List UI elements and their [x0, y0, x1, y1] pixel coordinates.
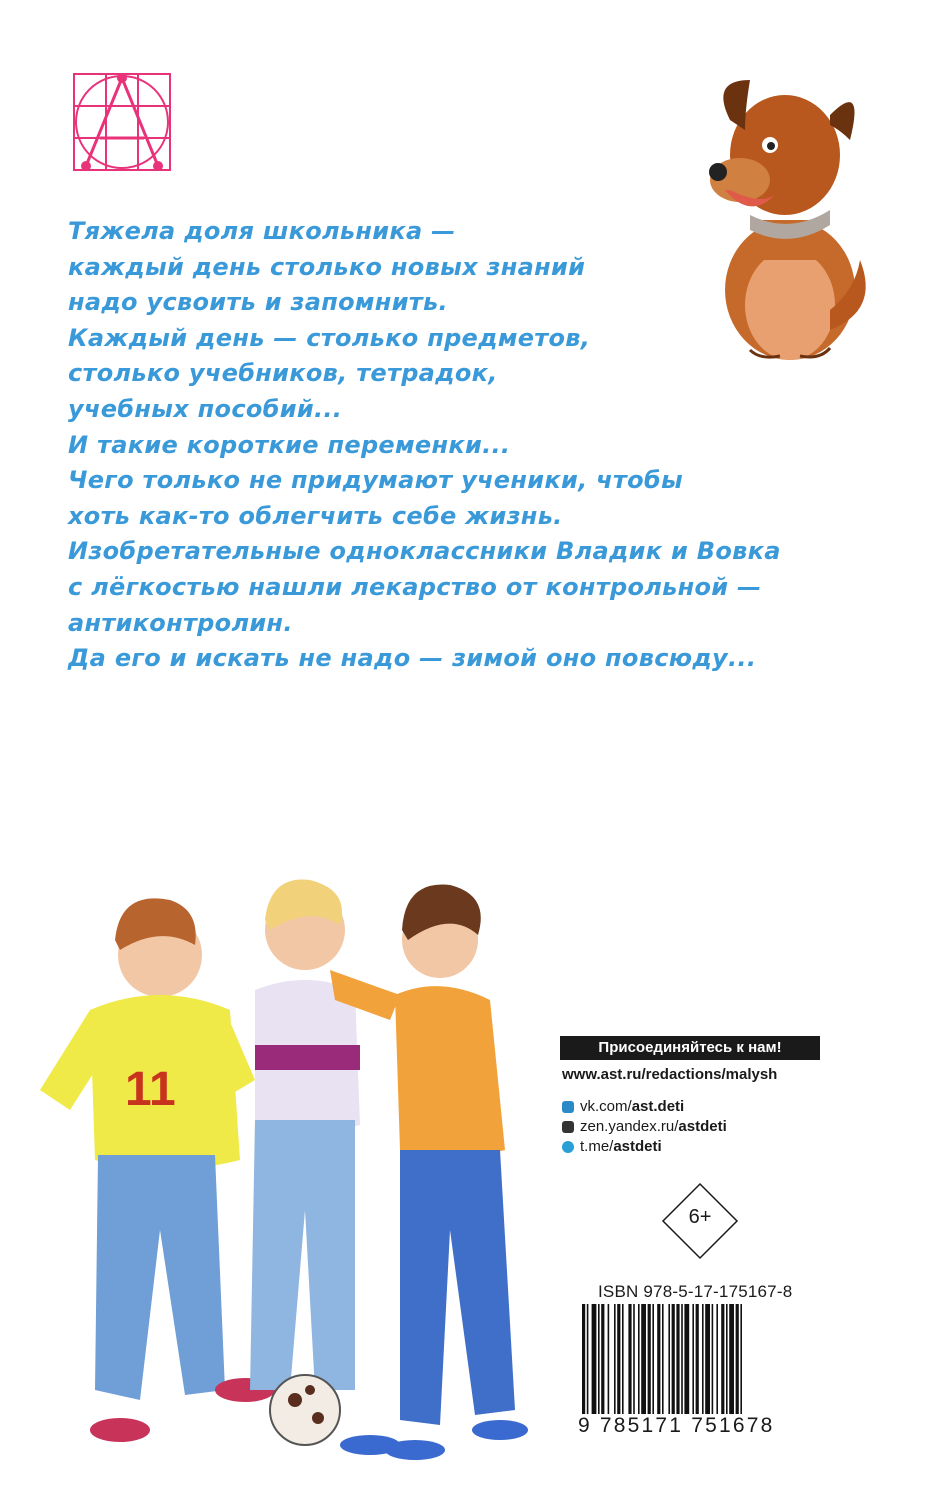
social-link-prefix: t.me/ — [580, 1138, 614, 1155]
social-link-handle: astdeti — [678, 1118, 727, 1135]
barcode-bar — [668, 1304, 670, 1428]
barcode-bar — [641, 1304, 646, 1428]
blurb-line: хоть как-то облегчить себе жизнь. — [68, 501, 563, 530]
boy-middle — [250, 880, 400, 1456]
blurb-line: надо усвоить и запомнить. — [68, 288, 448, 317]
barcode-bar — [740, 1304, 742, 1428]
social-link-prefix: zen.yandex.ru/ — [580, 1118, 679, 1135]
join-us-banner: Присоединяйтесь к нам! — [560, 1036, 820, 1060]
blurb-line: Изобретательные одноклассники Владик и Вовка — [68, 537, 781, 566]
age-rating-label: 6+ — [688, 1206, 712, 1228]
barcode — [580, 1304, 804, 1428]
blurb-line: Каждый день — столько предметов, — [68, 323, 591, 352]
barcode-bar — [681, 1304, 683, 1428]
barcode-bar — [617, 1304, 620, 1428]
social-link-handle: astdeti — [613, 1138, 662, 1155]
blurb-line: учебных пособий... — [68, 394, 343, 423]
barcode-bar — [587, 1304, 589, 1428]
barcode-bar — [608, 1304, 610, 1428]
barcode-bar — [672, 1304, 675, 1428]
social-link-vk[interactable] — [562, 1097, 727, 1117]
publisher-logo — [72, 72, 172, 172]
barcode-bar — [652, 1304, 654, 1428]
social-links — [562, 1097, 727, 1157]
barcode-bar — [696, 1304, 699, 1428]
zen-icon — [562, 1121, 574, 1133]
barcode-bar — [592, 1304, 597, 1428]
social-link-handle: ast.deti — [631, 1098, 685, 1115]
blurb-line: антиконтролин. — [68, 608, 293, 637]
barcode-bar — [736, 1304, 739, 1428]
blurb-line: Да его и искать не надо — зимой оно повсюду... — [68, 644, 757, 673]
barcode-bar — [702, 1304, 704, 1428]
barcode-bar — [705, 1304, 710, 1428]
barcode-bar — [582, 1304, 585, 1428]
social-link-telegram[interactable] — [562, 1137, 727, 1157]
barcode-bar — [614, 1304, 616, 1428]
barcode-bar — [684, 1304, 689, 1428]
barcode-bar — [716, 1304, 718, 1428]
blurb-line: И такие короткие переменки... — [68, 430, 511, 459]
blurb-line: столько учебников, тетрадок, — [68, 359, 498, 388]
telegram-icon — [562, 1141, 574, 1153]
barcode-bar — [729, 1304, 734, 1428]
barcode-bar — [721, 1304, 724, 1428]
isbn-text: ISBN 978-5-17-175167-8 — [598, 1282, 793, 1301]
svg-text:11: 11 — [125, 1063, 176, 1116]
barcode-bar — [662, 1304, 664, 1428]
barcode-bar — [622, 1304, 624, 1428]
blurb-line: Чего только не придумают ученики, чтобы — [68, 466, 683, 495]
blurb-line: с лёгкостью нашли лекарство от контрольной — — [68, 572, 762, 601]
kids-illustration — [10, 870, 540, 1470]
barcode-bar — [628, 1304, 631, 1428]
barcode-digits: 9 785171 751678 — [576, 1414, 812, 1438]
barcode-bar — [726, 1304, 728, 1428]
blurb-line: Тяжела доля школьника — — [68, 217, 456, 245]
blurb-text — [68, 214, 808, 677]
barcode-bar — [676, 1304, 679, 1428]
barcode-bar — [692, 1304, 694, 1428]
barcode-bar — [601, 1304, 604, 1428]
social-link-prefix: vk.com/ — [580, 1098, 632, 1115]
website-link[interactable]: www.ast.ru/redactions/malysh — [562, 1066, 778, 1083]
social-link-zen[interactable] — [562, 1117, 727, 1137]
barcode-bar — [657, 1304, 660, 1428]
vk-icon — [562, 1101, 574, 1113]
boy-left — [40, 898, 275, 1442]
barcode-bar — [598, 1304, 600, 1428]
barcode-bar — [648, 1304, 651, 1428]
blurb-line: каждый день столько новых знаний — [68, 252, 586, 281]
barcode-bar — [712, 1304, 714, 1428]
barcode-bar — [638, 1304, 640, 1428]
boy-right — [330, 885, 528, 1460]
barcode-bar — [633, 1304, 635, 1428]
